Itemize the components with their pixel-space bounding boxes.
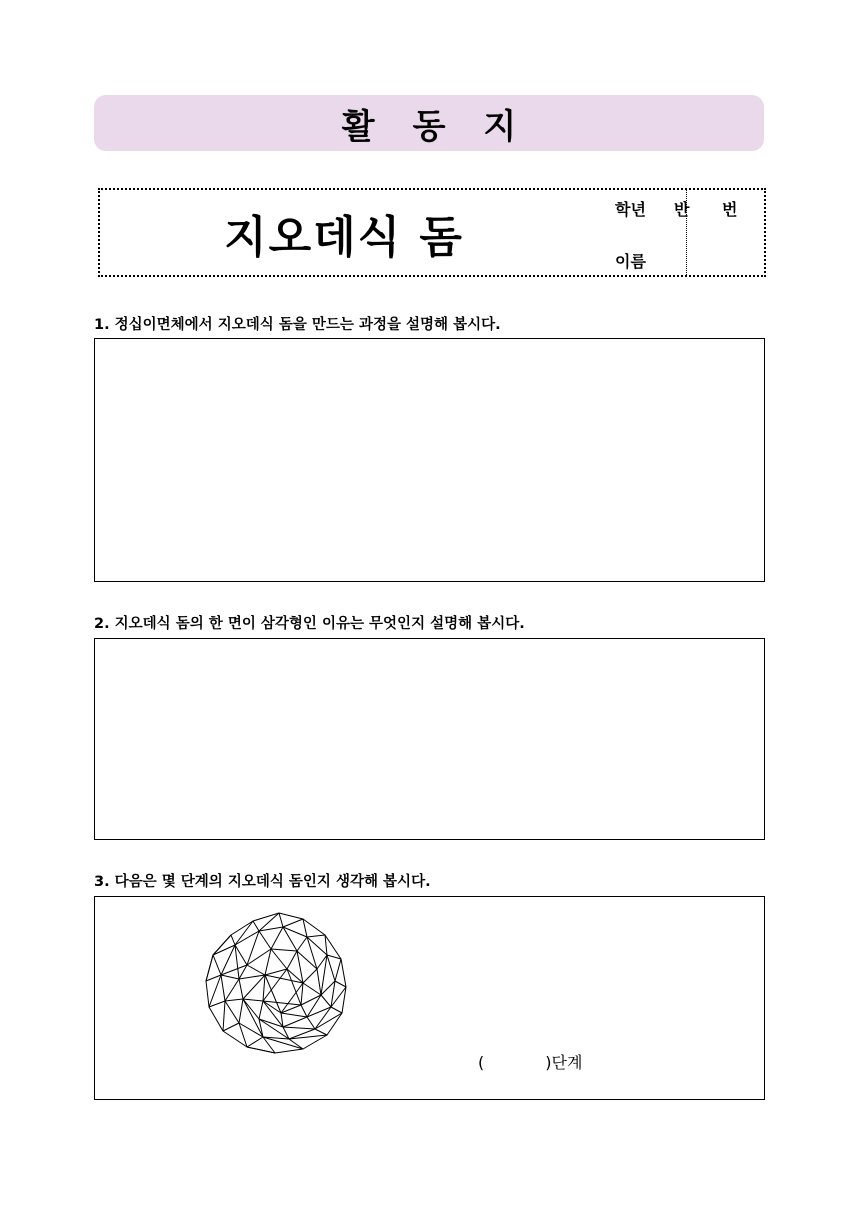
question-2: 2. 지오데식 돔의 한 면이 삼각형인 이유는 무엇인지 설명해 봅시다. bbox=[94, 616, 525, 632]
answer-box-3 bbox=[94, 896, 765, 1100]
class-label: 반 bbox=[674, 200, 690, 219]
stage-answer-blank[interactable]: ( )단계 bbox=[478, 1053, 583, 1072]
activity-sheet-banner bbox=[94, 95, 764, 151]
answer-box-1[interactable] bbox=[94, 338, 765, 582]
question-1: 1. 정십이면체에서 지오데식 돔을 만드는 과정을 설명해 봅시다. bbox=[94, 317, 501, 333]
banner-title: 활동지 bbox=[341, 106, 555, 147]
title-header-box bbox=[98, 188, 766, 277]
answer-box-2[interactable] bbox=[94, 638, 765, 840]
name-label: 이름 bbox=[615, 252, 646, 271]
question-3: 3. 다음은 몇 단계의 지오데식 돔인지 생각해 봅시다. bbox=[94, 874, 431, 890]
document-title: 지오데식 돔 bbox=[224, 211, 464, 263]
grade-label: 학년 bbox=[615, 200, 646, 219]
number-label: 번 bbox=[722, 200, 738, 219]
geodesic-dome-icon bbox=[203, 909, 349, 1055]
